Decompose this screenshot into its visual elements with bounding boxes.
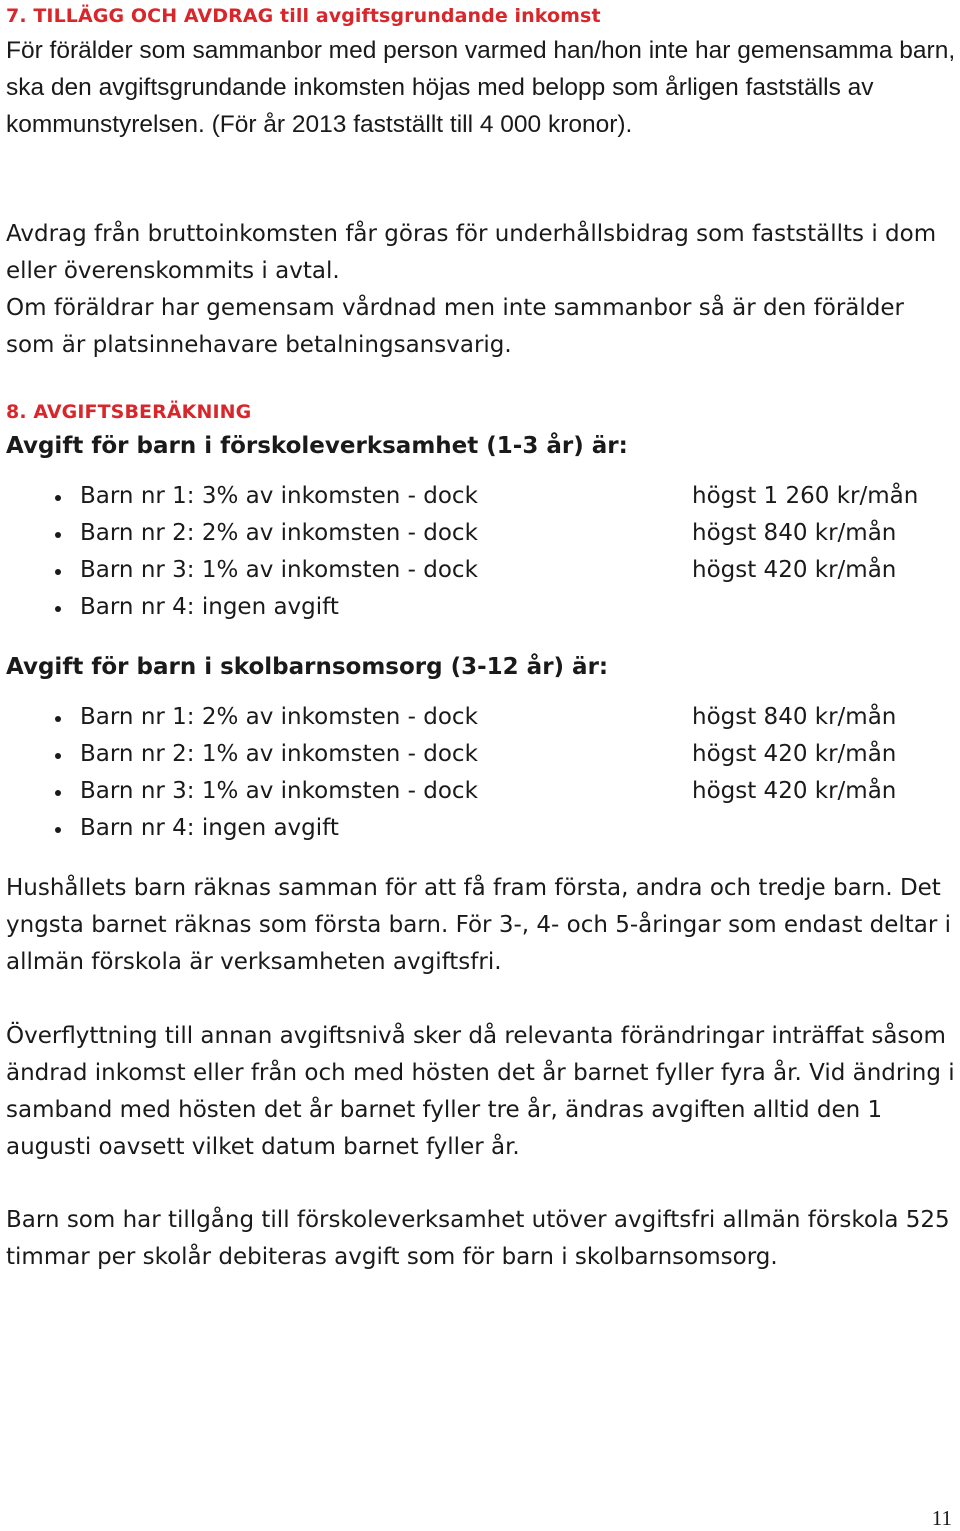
fee-rule: Barn nr 1: 2% av inkomsten - dock [80, 704, 478, 730]
fee-rule: Barn nr 4: ingen avgift [80, 594, 339, 620]
section-7-paragraph-deduction: Avdrag från bruttoinkomsten får göras för underhållsbidrag som fastställts i dom eller överenskommits i avtal. [6, 221, 937, 284]
section-8-heading: 8. AVGIFTSBERÄKNING [6, 401, 252, 423]
bullet-icon [55, 827, 61, 833]
extra-access-paragraph: Barn som har tillgång till förskoleverksamhet utöver avgiftsfri allmän förskola 525 timmar per skolår debiteras avgift som för barn i skolbarnsomsorg. [6, 1207, 950, 1270]
bullet-icon [55, 532, 61, 538]
section-7-heading: 7. TILLÄGG OCH AVDRAG till avgiftsgrundande inkomst [6, 5, 601, 27]
list-item [6, 478, 956, 515]
list-item [6, 773, 956, 810]
fee-rule: Barn nr 1: 3% av inkomsten - dock [80, 483, 478, 509]
fee-rule: Barn nr 2: 1% av inkomsten - dock [80, 741, 478, 767]
bullet-icon [55, 569, 61, 575]
fee-rule: Barn nr 3: 1% av inkomsten - dock [80, 778, 478, 804]
schoolcare-fee-title: Avgift för barn i skolbarnsomsorg (3-12 år) är: [6, 654, 609, 680]
fee-maximum: högst 420 kr/mån [692, 778, 897, 804]
preschool-fee-title: Avgift för barn i förskoleverksamhet (1-3 år) är: [6, 433, 628, 459]
fee-rule: Barn nr 3: 1% av inkomsten - dock [80, 557, 478, 583]
bullet-icon [55, 753, 61, 759]
bullet-icon [55, 790, 61, 796]
fee-maximum: högst 420 kr/mån [692, 741, 897, 767]
list-item [6, 515, 956, 552]
household-paragraph: Hushållets barn räknas samman för att få fram första, andra och tredje barn. Det yngsta barnet räknas som första barn. För 3-, 4- och 5-åringar som endast deltar i allmän förskola är verksamheten avgiftsfri. [6, 875, 952, 975]
list-item [6, 589, 956, 626]
section-7-paragraph-cohabitant: För förälder som sammanbor med person varmed han/hon inte har gemensamma barn, ska den avgiftsgrundande inkomsten höjas med belopp som årligen fastställs av kommunstyrelsen. (För år 2013 fastställt till 4 000 kronor). [6, 37, 956, 138]
bullet-icon [55, 495, 61, 501]
list-item [6, 699, 956, 736]
fee-rule: Barn nr 2: 2% av inkomsten - dock [80, 520, 478, 546]
list-item [6, 552, 956, 589]
fee-maximum: högst 840 kr/mån [692, 704, 897, 730]
bullet-icon [55, 606, 61, 612]
schoolcare-fee-list [6, 699, 956, 847]
list-item [6, 810, 956, 847]
preschool-fee-list [6, 478, 956, 626]
page-number: 11 [931, 1506, 952, 1530]
transfer-paragraph: Överflyttning till annan avgiftsnivå sker då relevanta förändringar inträffat såsom ändrad inkomst eller från och med hösten det år barnet fyller fyra år. Vid ändring i samband med hösten det år barnet fyller tre år, ändras avgiften alltid den 1 augusti oavsett vilket datum barnet fyller år. [6, 1023, 955, 1160]
list-item [6, 736, 956, 773]
bullet-icon [55, 716, 61, 722]
section-7-paragraph-custody: Om föräldrar har gemensam vårdnad men inte sammanbor så är den förälder som är platsinnehavare betalningsansvarig. [6, 295, 904, 358]
fee-maximum: högst 420 kr/mån [692, 557, 897, 583]
fee-maximum: högst 840 kr/mån [692, 520, 897, 546]
fee-maximum: högst 1 260 kr/mån [692, 483, 919, 509]
fee-rule: Barn nr 4: ingen avgift [80, 815, 339, 841]
